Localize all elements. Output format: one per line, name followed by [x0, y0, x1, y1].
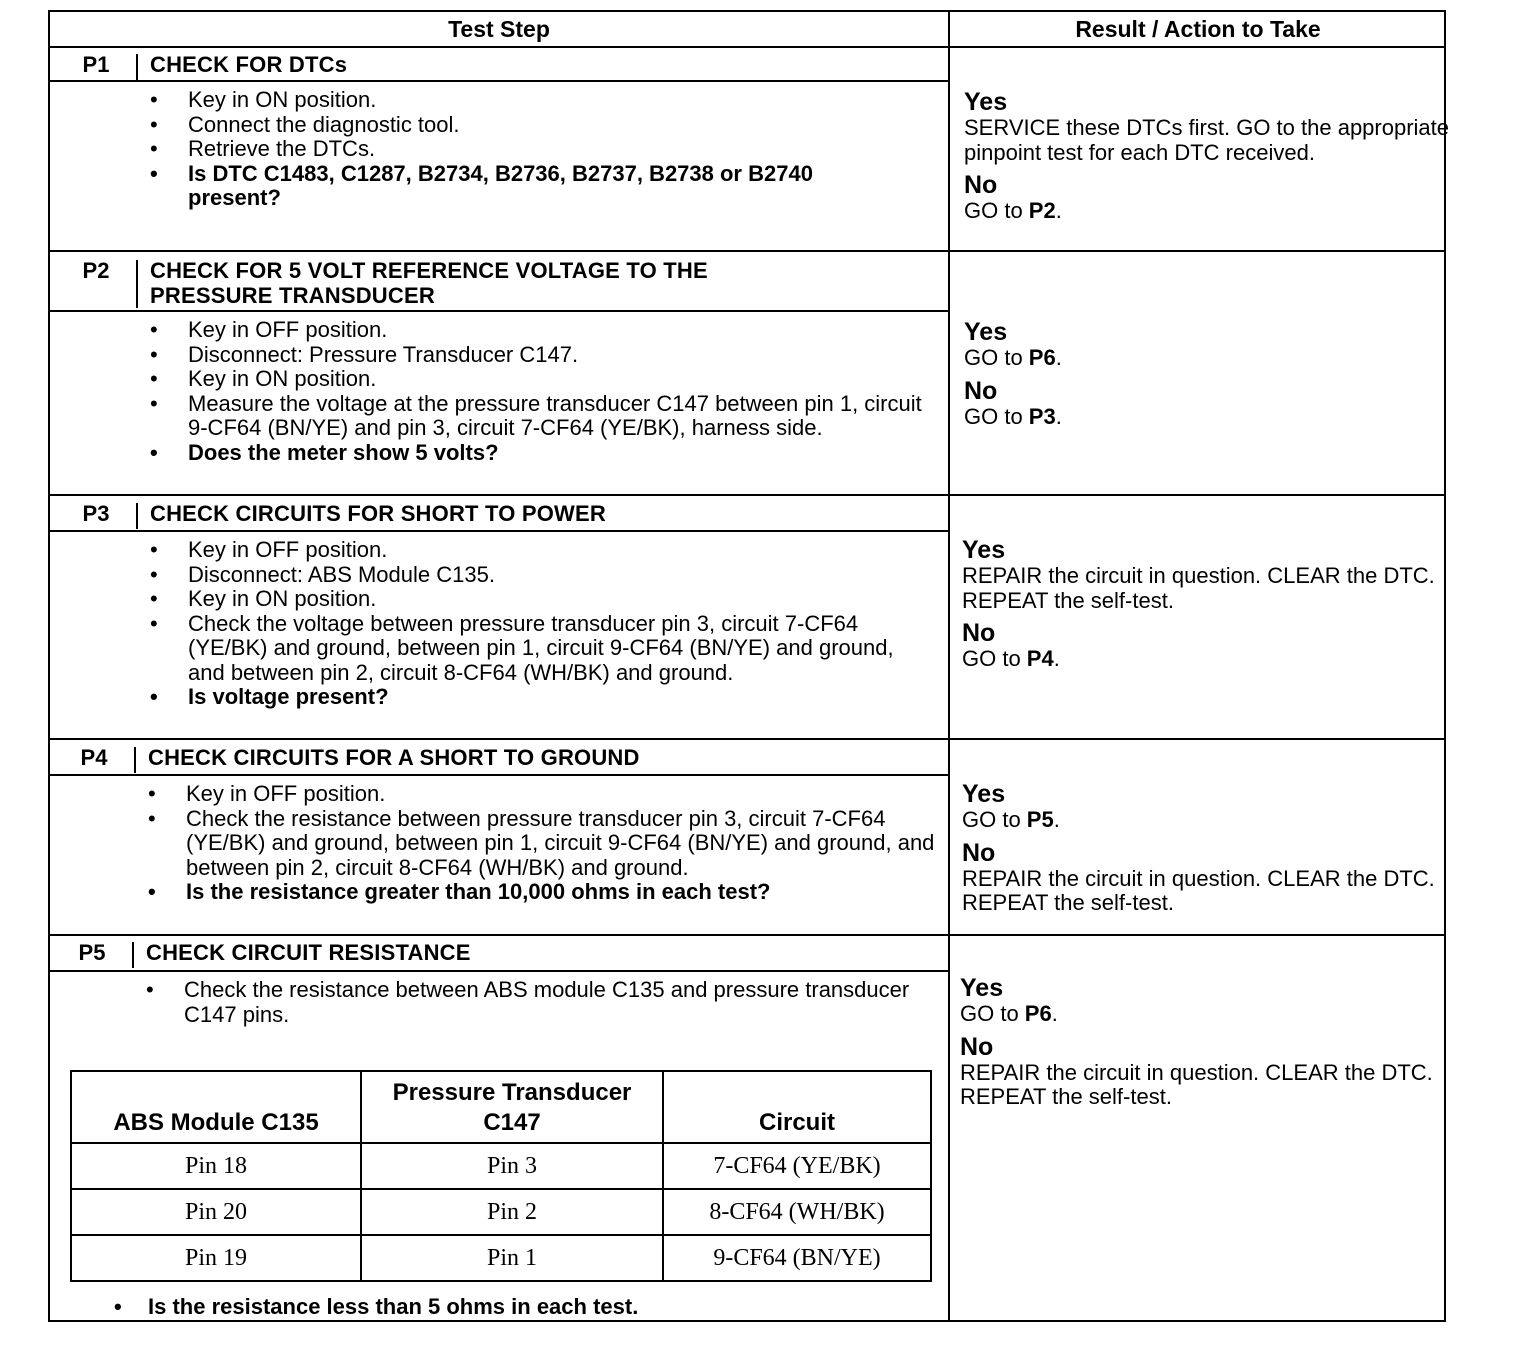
- step-bullets-p4: [148, 782, 938, 905]
- yes-label: Yes: [964, 318, 1008, 346]
- yes-action: REPAIR the circuit in question. CLEAR the DTC. REPEAT the self-test.: [962, 563, 1435, 613]
- title-underline: [50, 530, 948, 532]
- pinpoint-test-table: [48, 10, 1450, 1322]
- table-cell: 8-CF64 (WH/BK): [663, 1189, 931, 1235]
- step-bullets-p1: [150, 88, 940, 211]
- header-test-step: Test Step: [448, 15, 550, 42]
- bullet-question: • Does the meter show 5 volts?: [150, 441, 930, 466]
- column-header: Pressure Transducer C147: [361, 1071, 663, 1143]
- no-action: GO to P4.: [962, 646, 1060, 671]
- table-row: [71, 1189, 931, 1235]
- row-divider: [50, 250, 1446, 252]
- bullet-question: • Is voltage present?: [150, 685, 900, 710]
- step-bullets-p2: [150, 318, 930, 465]
- no-action: REPAIR the circuit in question. CLEAR the DTC. REPEAT the self-test.: [962, 865, 1435, 915]
- bullet-item: • Key in ON position.: [150, 587, 900, 612]
- row-divider: [50, 494, 1446, 496]
- title-underline: [50, 310, 948, 312]
- title-underline: [50, 970, 948, 972]
- bullet-item: • Disconnect: Pressure Transducer C147.: [150, 343, 930, 368]
- row-divider: [50, 934, 1446, 936]
- yes-action: SERVICE these DTCs first. GO to the appropriate pinpoint test for each DTC received.: [964, 115, 1450, 165]
- table-cell: 7-CF64 (YE/BK): [663, 1143, 931, 1189]
- title-underline: [50, 80, 948, 82]
- step-title-p1: CHECK FOR DTCs: [150, 52, 348, 77]
- result-p3: [962, 536, 1450, 672]
- table-cell: Pin 18: [71, 1143, 361, 1189]
- column-header: ABS Module C135: [71, 1071, 361, 1143]
- table-cell: Pin 1: [361, 1235, 663, 1281]
- bullet-item: • Connect the diagnostic tool.: [150, 113, 940, 138]
- bullet-item: • Key in OFF position.: [150, 538, 900, 563]
- result-p5: [960, 974, 1448, 1110]
- step-title-p3: CHECK CIRCUITS FOR SHORT TO POWER: [150, 501, 606, 526]
- column-header: Circuit: [663, 1071, 931, 1143]
- table-cell: Pin 20: [71, 1189, 361, 1235]
- step-bullets-p5: [146, 978, 926, 1027]
- yes-label: Yes: [964, 88, 1008, 116]
- step-id-p2: P2: [82, 258, 110, 283]
- no-action: GO to P3.: [964, 403, 1062, 429]
- step-title-p5: CHECK CIRCUIT RESISTANCE: [146, 940, 471, 965]
- no-label: No: [962, 619, 996, 647]
- no-action: REPAIR the circuit in question. CLEAR the DTC. REPEAT the self-test.: [960, 1059, 1433, 1109]
- title-underline: [50, 774, 948, 776]
- step-divider-tick: [136, 260, 138, 308]
- step-id-p4: P4: [80, 745, 108, 770]
- bullet-question: • Is the resistance less than 5 ohms in each test.: [148, 1294, 638, 1320]
- yes-label: Yes: [962, 536, 1006, 564]
- table-cell: Pin 19: [71, 1235, 361, 1281]
- step-divider-tick: [132, 942, 134, 968]
- step-id-p1: P1: [82, 52, 110, 77]
- bullet-item: • Check the voltage between pressure transducer pin 3, circuit 7-CF64 (YE/BK) and ground, between pin 1, circuit 9-CF64 (BN/YE) and ground, and between pin 2, circuit 8-CF64 (WH/BK) and ground.: [150, 612, 900, 686]
- bullet-question: • Is DTC C1483, C1287, B2734, B2736, B2737, B2738 or B2740 present?: [150, 162, 940, 211]
- step-id-p3: P3: [82, 501, 110, 526]
- bullet-item: • Retrieve the DTCs.: [150, 137, 940, 162]
- row-divider: [50, 46, 1446, 48]
- yes-label: Yes: [962, 780, 1006, 808]
- result-p1: [964, 88, 1452, 224]
- step-divider-tick: [136, 503, 138, 529]
- bullet-item: • Key in ON position.: [150, 367, 930, 392]
- step-id-p5: P5: [78, 940, 106, 965]
- bullet-question: • Is the resistance greater than 10,000 ohms in each test?: [148, 880, 938, 905]
- step-title-p4: CHECK CIRCUITS FOR A SHORT TO GROUND: [148, 745, 640, 770]
- yes-action: GO to P5.: [962, 807, 1060, 832]
- bullet-item: • Key in ON position.: [150, 88, 940, 113]
- bullet-item: • Check the resistance between pressure transducer pin 3, circuit 7-CF64 (YE/BK) and ground, between pin 1, circuit 9-CF64 (BN/YE) and ground, and between pin 2, circuit 8-CF64 (WH/BK) and ground.: [148, 807, 938, 881]
- step-bullets-p3: [150, 538, 900, 710]
- bullet-item: • Disconnect: ABS Module C135.: [150, 563, 900, 588]
- bullet-item: • Key in OFF position.: [150, 318, 930, 343]
- no-label: No: [964, 376, 998, 405]
- no-label: No: [960, 1032, 994, 1061]
- table-row: [71, 1235, 931, 1281]
- step-divider-tick: [134, 747, 136, 773]
- no-label: No: [962, 838, 996, 867]
- step-divider-tick: [136, 54, 138, 80]
- result-p2: [964, 318, 1452, 429]
- column-divider: [948, 12, 950, 1320]
- yes-action: GO to P6.: [960, 1001, 1058, 1026]
- bullet-item: • Measure the voltage at the pressure transducer C147 between pin 1, circuit 9-CF64 (BN/YE) and pin 3, circuit 7-CF64 (YE/BK), harness side.: [150, 392, 930, 441]
- no-action: GO to P2.: [964, 198, 1062, 223]
- pin-resistance-table: [70, 1070, 932, 1282]
- table-row: [71, 1143, 931, 1189]
- bullet-item: • Key in OFF position.: [148, 782, 938, 807]
- table-cell: Pin 2: [361, 1189, 663, 1235]
- step-title-p2: CHECK FOR 5 VOLT REFERENCE VOLTAGE TO THE PRESSURE TRANSDUCER: [150, 258, 708, 308]
- no-label: No: [964, 171, 998, 199]
- header-result-action: Result / Action to Take: [1075, 15, 1321, 42]
- result-p4: [962, 780, 1450, 916]
- yes-action: GO to P6.: [964, 345, 1062, 370]
- table-header-row: [71, 1071, 931, 1143]
- bullet-item: • Check the resistance between ABS module C135 and pressure transducer C147 pins.: [146, 978, 926, 1027]
- table-cell: 9-CF64 (BN/YE): [713, 1244, 881, 1271]
- table-cell: Pin 3: [361, 1143, 663, 1189]
- yes-label: Yes: [960, 974, 1004, 1002]
- row-divider: [50, 738, 1446, 740]
